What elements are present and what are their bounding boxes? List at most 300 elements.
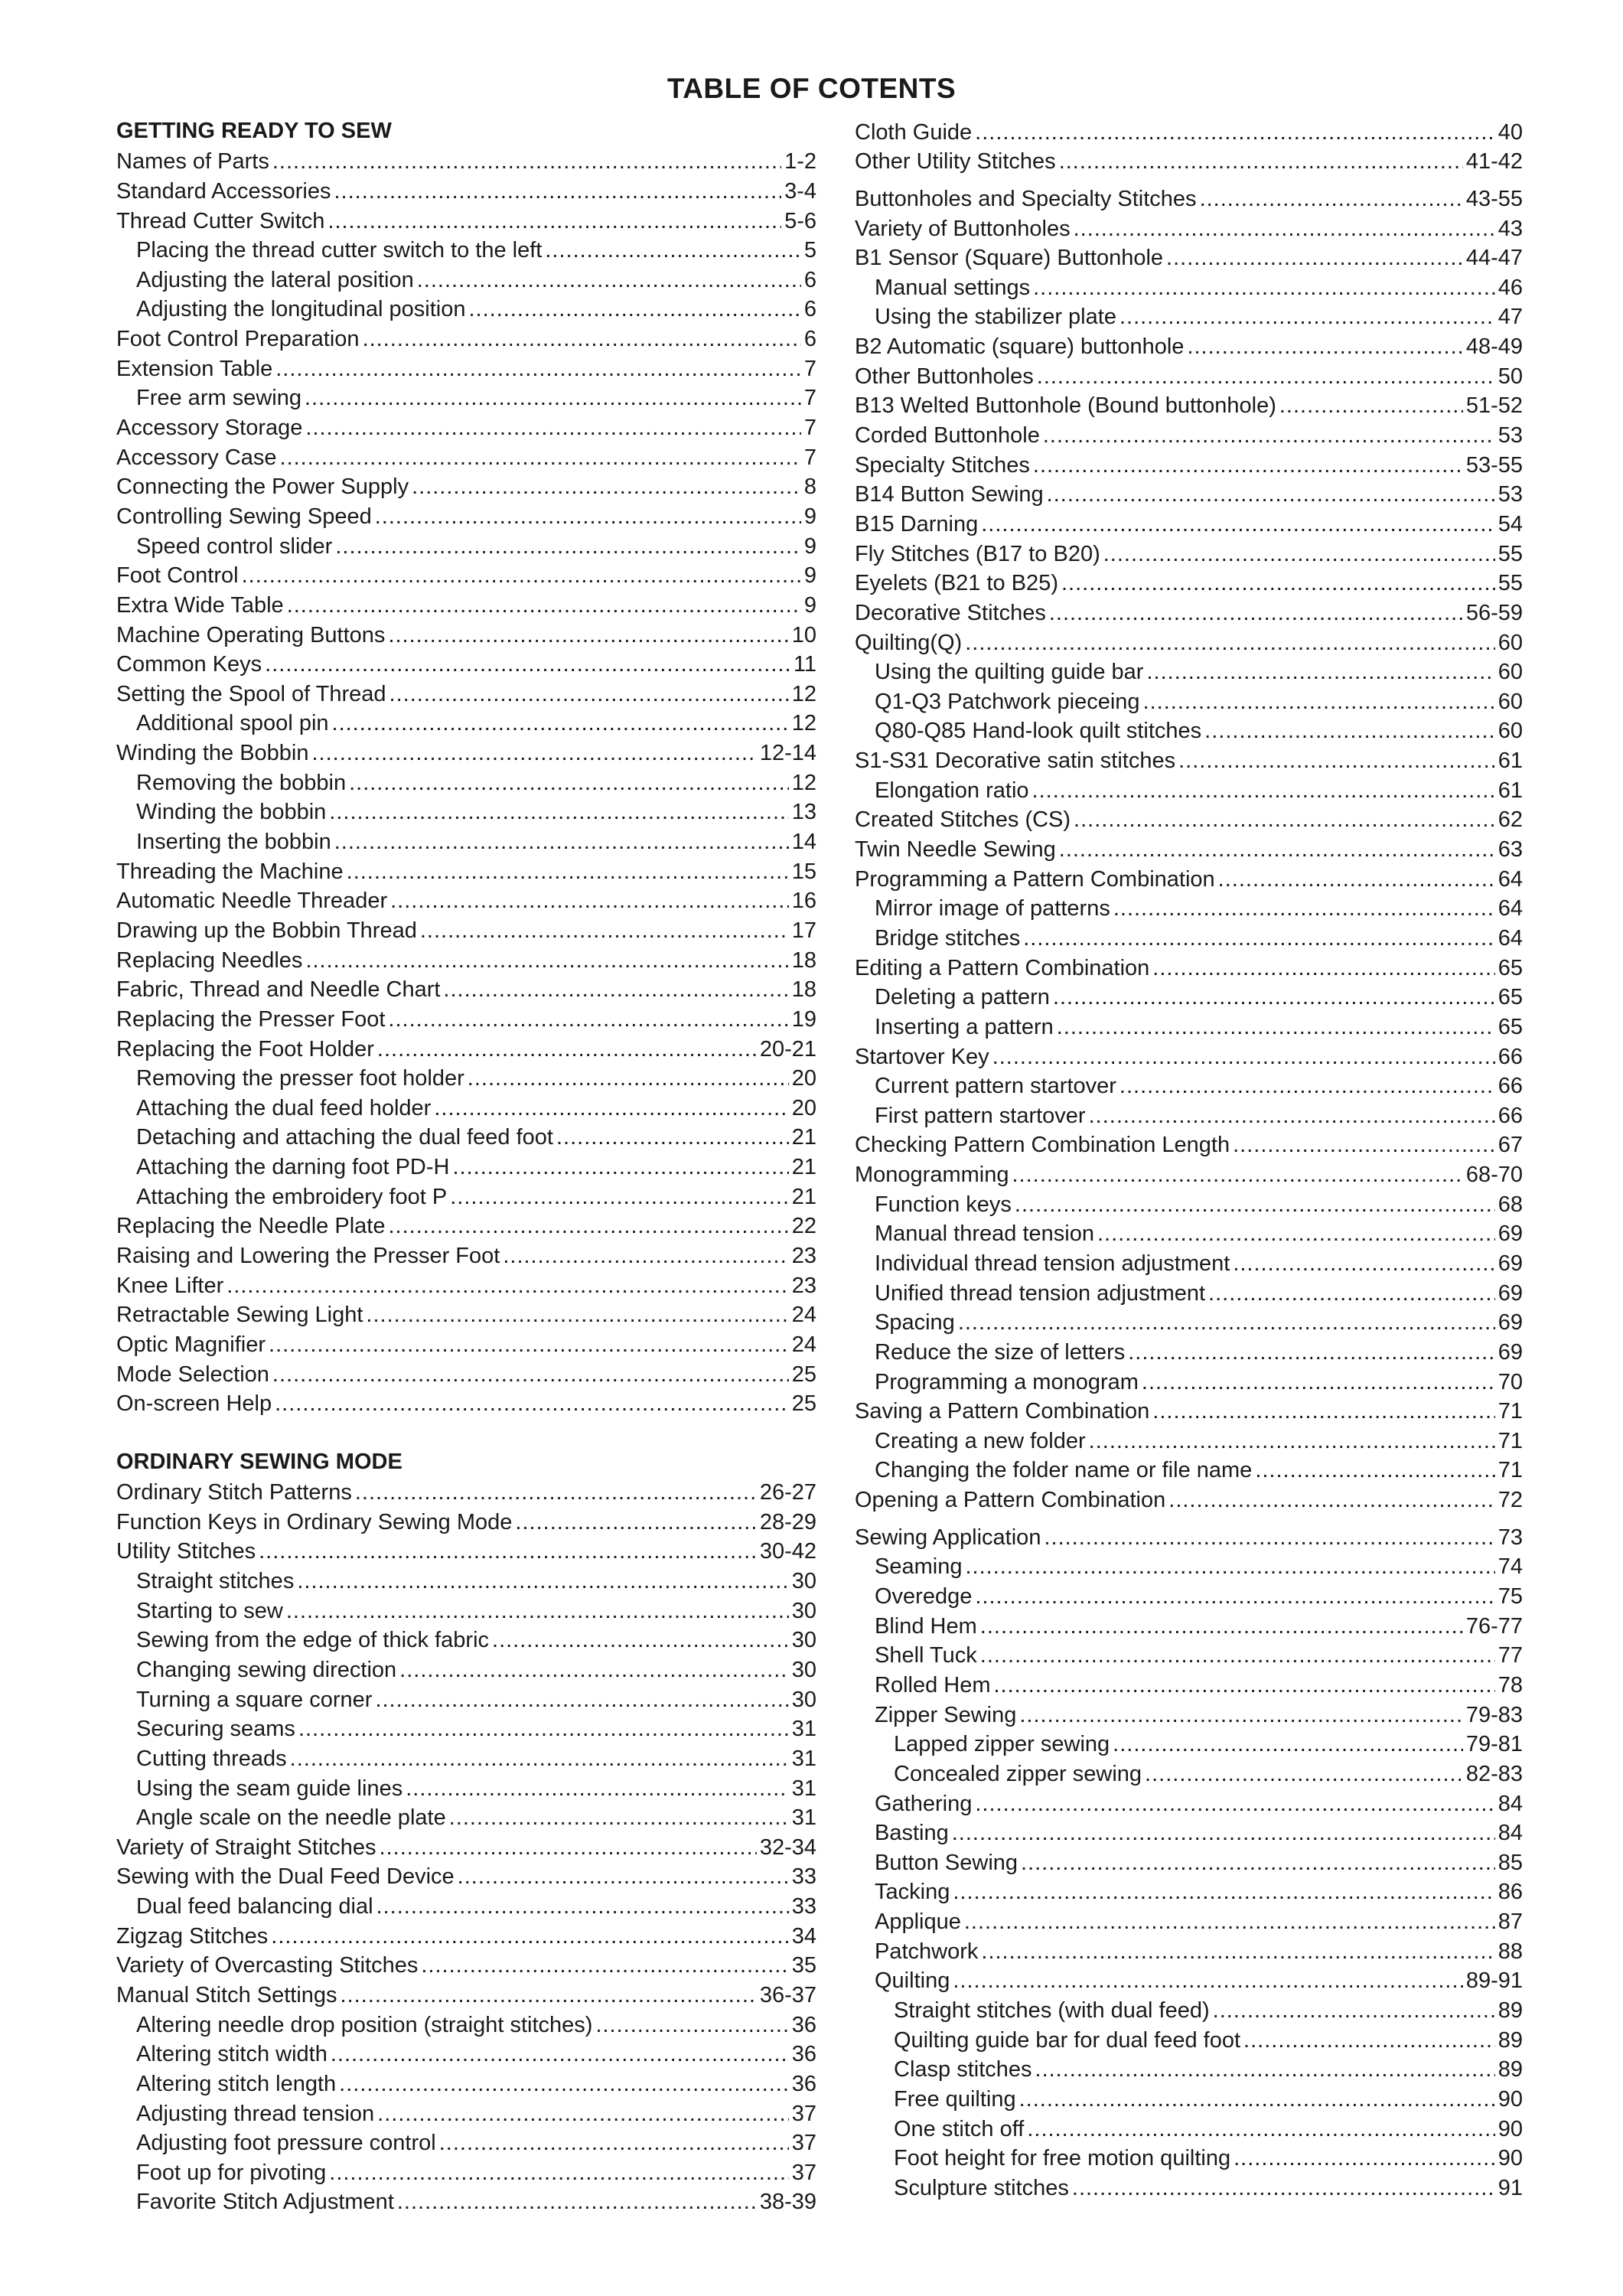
toc-entry[interactable]	[855, 2143, 1523, 2173]
toc-entry[interactable]	[855, 1130, 1523, 1159]
toc-entry[interactable]	[116, 885, 816, 915]
toc-entry[interactable]	[855, 272, 1523, 302]
toc-entry-page: 9	[803, 592, 816, 618]
toc-entry[interactable]	[116, 442, 816, 471]
toc-entry-title: Drawing up the Bobbin Thread	[116, 918, 417, 943]
toc-entry-title: Button Sewing	[875, 1850, 1018, 1875]
toc-column-right	[855, 116, 1523, 2202]
toc-entry[interactable]	[116, 383, 816, 413]
toc-entry-title: Specialty Stitches	[855, 452, 1030, 478]
toc-entry-page: 64	[1498, 925, 1523, 951]
toc-entry-page: 22	[791, 1214, 816, 1239]
dot-leader	[1059, 148, 1463, 175]
toc-entry[interactable]	[855, 1071, 1523, 1101]
toc-entry[interactable]	[116, 1151, 816, 1181]
toc-entry[interactable]	[116, 1092, 816, 1122]
toc-entry-title: Sewing Application	[855, 1525, 1041, 1550]
toc-entry-page: 12-14	[759, 741, 816, 766]
toc-entry[interactable]	[855, 1455, 1523, 1485]
toc-entry[interactable]	[116, 1240, 816, 1270]
toc-entry-title: Connecting the Power Supply	[116, 475, 409, 500]
toc-entry-title: Threading the Machine	[116, 859, 344, 884]
toc-entry[interactable]	[855, 2054, 1523, 2084]
toc-entry[interactable]	[855, 1277, 1523, 1307]
toc-entry[interactable]	[116, 826, 816, 856]
dot-leader	[305, 384, 801, 412]
toc-entry-title: Adjusting foot pressure control	[136, 2131, 436, 2156]
toc-entry[interactable]	[116, 678, 816, 708]
toc-entry[interactable]	[855, 1366, 1523, 1396]
toc-entry-page: 44-47	[1465, 246, 1523, 271]
toc-entry[interactable]	[116, 915, 816, 944]
toc-entry[interactable]	[116, 974, 816, 1004]
toc-entry[interactable]	[855, 1994, 1523, 2024]
toc-entry[interactable]	[116, 1270, 816, 1300]
toc-entry-page: 13	[791, 800, 816, 825]
toc-entry[interactable]	[855, 1425, 1523, 1455]
toc-entry[interactable]	[855, 360, 1523, 390]
toc-entry[interactable]	[855, 213, 1523, 243]
toc-entry-title: Deleting a pattern	[875, 985, 1050, 1010]
toc-entry[interactable]	[855, 833, 1523, 863]
toc-entry-title: Favorite Stitch Adjustment	[136, 2190, 394, 2215]
toc-entry[interactable]	[855, 568, 1523, 598]
toc-entry-page: 24	[791, 1303, 816, 1328]
toc-entry-page: 12	[791, 770, 816, 795]
toc-entry-page: 65	[1498, 955, 1523, 980]
toc-entry[interactable]	[116, 944, 816, 974]
toc-entry-page: 32-34	[759, 1835, 816, 1860]
toc-entry[interactable]	[116, 560, 816, 590]
dot-leader	[227, 1272, 788, 1300]
toc-entry-page: 90	[1498, 2146, 1523, 2171]
dot-leader	[1043, 422, 1495, 449]
toc-entry-title: Retractable Sewing Light	[116, 1303, 363, 1328]
dot-leader	[492, 1626, 789, 1654]
toc-entry[interactable]	[116, 501, 816, 530]
toc-entry[interactable]	[116, 856, 816, 885]
toc-entry-title: Variety of Overcasting Stitches	[116, 1953, 419, 1978]
toc-entry[interactable]	[855, 538, 1523, 568]
toc-entry-title: B13 Welted Buttonhole (Bound buttonhole)	[855, 393, 1276, 419]
toc-entry-page: 86	[1498, 1880, 1523, 1905]
toc-entry[interactable]	[116, 1506, 816, 1536]
dot-leader	[341, 1981, 757, 2009]
toc-entry[interactable]	[855, 1100, 1523, 1130]
dot-leader	[975, 1583, 1494, 1610]
toc-entry[interactable]	[855, 1640, 1523, 1670]
toc-entry-title: Adjusting thread tension	[136, 2101, 375, 2126]
dot-leader	[458, 1863, 789, 1890]
toc-entry-title: Creating a new folder	[875, 1428, 1086, 1453]
toc-entry[interactable]	[116, 708, 816, 738]
toc-entry[interactable]	[855, 1336, 1523, 1366]
toc-entry[interactable]	[855, 863, 1523, 893]
toc-entry[interactable]	[116, 2068, 816, 2098]
dot-leader	[1119, 303, 1495, 331]
dot-leader	[363, 325, 801, 353]
toc-entry-title: Foot height for free motion quilting	[894, 2146, 1231, 2171]
toc-entry-title: Attaching the dual feed holder	[136, 1095, 432, 1120]
toc-entry[interactable]	[855, 1396, 1523, 1426]
toc-entry[interactable]	[855, 597, 1523, 627]
toc-entry-page: 62	[1498, 807, 1523, 833]
toc-entry[interactable]	[855, 627, 1523, 657]
toc-entry[interactable]	[855, 331, 1523, 360]
dot-leader	[331, 2040, 789, 2068]
dot-leader	[515, 1508, 756, 1536]
toc-entry[interactable]	[855, 1307, 1523, 1337]
dot-leader	[328, 207, 781, 235]
toc-entry-page: 31	[791, 1717, 816, 1742]
dot-leader	[1103, 540, 1495, 568]
toc-entry[interactable]	[116, 1565, 816, 1595]
dot-leader	[329, 798, 788, 826]
toc-entry[interactable]	[855, 1699, 1523, 1729]
toc-entry-title: Straight stitches	[136, 1569, 295, 1594]
toc-entry-title: B2 Automatic (square) buttonhole	[855, 334, 1185, 360]
toc-entry[interactable]	[116, 471, 816, 501]
toc-entry[interactable]	[855, 1669, 1523, 1699]
toc-entry-title: Standard Accessories	[116, 178, 331, 204]
toc-entry-title: Winding the bobbin	[136, 800, 327, 825]
toc-entry-title: Quilting	[875, 1968, 950, 1994]
toc-entry-page: 77	[1498, 1643, 1523, 1668]
dot-leader	[1218, 866, 1495, 893]
toc-entry-title: Other Utility Stitches	[855, 149, 1056, 174]
toc-entry[interactable]	[855, 922, 1523, 952]
toc-entry[interactable]	[855, 745, 1523, 775]
dot-leader	[347, 858, 789, 885]
toc-entry[interactable]	[116, 1950, 816, 1980]
toc-entry[interactable]	[116, 264, 816, 294]
toc-entry-page: 35	[791, 1953, 816, 1978]
toc-entry[interactable]	[116, 1654, 816, 1684]
toc-entry-title: Quilting guide bar for dual feed foot	[894, 2027, 1241, 2053]
toc-entry[interactable]	[116, 1003, 816, 1033]
toc-entry[interactable]	[855, 1936, 1523, 1965]
toc-entry-title: Rolled Hem	[875, 1672, 991, 1698]
toc-entry[interactable]	[116, 589, 816, 619]
dot-leader	[329, 2159, 788, 2187]
toc-entry-page: 71	[1498, 1458, 1523, 1483]
toc-entry-page: 89	[1498, 1998, 1523, 2023]
dot-leader	[1213, 1997, 1495, 2024]
toc-entry-page: 90	[1498, 2086, 1523, 2112]
toc-entry-title: Buttonholes and Specialty Stitches	[855, 186, 1197, 211]
toc-entry[interactable]	[855, 1847, 1523, 1877]
dot-leader	[1143, 688, 1495, 716]
toc-entry[interactable]	[116, 1625, 816, 1655]
toc-entry[interactable]	[116, 1831, 816, 1861]
toc-entry-page: 61	[1498, 778, 1523, 803]
dot-leader	[556, 1124, 789, 1151]
dot-leader	[545, 236, 801, 264]
toc-entry[interactable]	[116, 235, 816, 265]
toc-entry[interactable]	[855, 2113, 1523, 2143]
toc-entry-title: Accessory Case	[116, 445, 277, 470]
toc-entry[interactable]	[116, 1684, 816, 1714]
toc-entry-page: 37	[791, 2160, 816, 2185]
toc-entry[interactable]	[855, 775, 1523, 804]
toc-entry[interactable]	[855, 2083, 1523, 2113]
toc-entry-title: B1 Sensor (Square) Buttonhole	[855, 246, 1164, 271]
toc-entry[interactable]	[116, 2009, 816, 2039]
toc-entry-page: 63	[1498, 837, 1523, 863]
toc-entry[interactable]	[855, 804, 1523, 834]
toc-entry-title: Current pattern startover	[875, 1074, 1116, 1099]
toc-entry[interactable]	[116, 1920, 816, 1950]
dot-leader	[595, 2011, 788, 2039]
toc-entry-title: Zipper Sewing	[875, 1702, 1017, 1727]
dot-leader	[1053, 983, 1495, 1011]
dot-leader	[1044, 1524, 1494, 1551]
dot-leader	[1074, 806, 1495, 833]
toc-entry[interactable]	[116, 619, 816, 649]
toc-entry-page: 19	[791, 1006, 816, 1032]
toc-entry[interactable]	[855, 508, 1523, 538]
toc-entry-title: Fabric, Thread and Needle Chart	[116, 977, 441, 1003]
toc-entry[interactable]	[116, 323, 816, 353]
toc-entry[interactable]	[116, 1122, 816, 1152]
toc-entry-title: Concealed zipper sewing	[894, 1761, 1142, 1786]
toc-entry[interactable]	[116, 1595, 816, 1625]
toc-entry[interactable]	[855, 982, 1523, 1012]
toc-entry[interactable]	[116, 1211, 816, 1241]
toc-entry-page: 31	[791, 1746, 816, 1771]
toc-entry[interactable]	[855, 1551, 1523, 1581]
toc-entry[interactable]	[116, 737, 816, 767]
toc-entry-title: Monogramming	[855, 1163, 1009, 1188]
toc-entry-page: 1-2	[784, 149, 816, 174]
toc-entry[interactable]	[855, 146, 1523, 176]
toc-entry[interactable]	[855, 1041, 1523, 1071]
toc-entry[interactable]	[116, 1773, 816, 1802]
toc-entry[interactable]	[116, 1063, 816, 1093]
toc-entry[interactable]	[116, 530, 816, 560]
toc-entry-title: Attaching the darning foot PD-H	[136, 1155, 450, 1180]
toc-entry-title: Additional spool pin	[136, 711, 329, 736]
toc-entry[interactable]	[116, 2187, 816, 2216]
toc-entry[interactable]	[116, 2128, 816, 2157]
toc-entry-page: 53-55	[1465, 452, 1523, 478]
toc-entry[interactable]	[116, 294, 816, 324]
toc-entry[interactable]	[855, 686, 1523, 716]
toc-entry-page: 54	[1498, 511, 1523, 536]
toc-entry[interactable]	[855, 952, 1523, 982]
toc-entry[interactable]	[855, 657, 1523, 687]
toc-entry[interactable]	[116, 1358, 816, 1388]
toc-entry[interactable]	[116, 1743, 816, 1773]
dot-leader	[1061, 569, 1495, 597]
page-title: TABLE OF COTENTS	[666, 73, 957, 104]
dot-leader	[1200, 185, 1463, 213]
toc-entry[interactable]	[855, 1189, 1523, 1218]
toc-entry[interactable]	[855, 449, 1523, 479]
toc-entry-page: 30	[791, 1657, 816, 1682]
toc-entry[interactable]	[116, 146, 816, 176]
toc-entry-title: Attaching the embroidery foot P	[136, 1184, 448, 1209]
dot-leader	[1074, 215, 1495, 243]
toc-entry-title: Variety of Straight Stitches	[116, 1835, 376, 1860]
toc-entry[interactable]	[855, 390, 1523, 420]
toc-entry-title: B14 Button Sewing	[855, 482, 1044, 507]
dot-leader	[468, 295, 800, 323]
toc-entry[interactable]	[116, 1388, 816, 1418]
toc-entry[interactable]	[855, 1877, 1523, 1906]
toc-entry-title: Manual settings	[875, 275, 1031, 300]
toc-entry[interactable]	[855, 1247, 1523, 1277]
toc-entry-page: 20	[791, 1095, 816, 1120]
toc-entry[interactable]	[116, 1181, 816, 1211]
toc-entry[interactable]	[855, 1818, 1523, 1848]
dot-leader	[1113, 1730, 1463, 1758]
dot-leader	[388, 1006, 788, 1033]
toc-entry[interactable]	[855, 716, 1523, 745]
dot-leader	[421, 1952, 788, 1979]
toc-entry[interactable]	[855, 2024, 1523, 2054]
toc-entry[interactable]	[116, 2157, 816, 2187]
dot-leader	[1168, 1486, 1494, 1514]
dot-leader	[272, 148, 781, 175]
toc-entry-title: Shell Tuck	[875, 1643, 977, 1668]
toc-entry-page: 73	[1498, 1525, 1523, 1550]
toc-entry[interactable]	[116, 1033, 816, 1063]
dot-leader	[1015, 1191, 1495, 1218]
dot-leader	[420, 917, 789, 944]
toc-entry[interactable]	[116, 767, 816, 797]
toc-entry[interactable]	[116, 649, 816, 679]
toc-entry[interactable]	[116, 1979, 816, 2009]
toc-entry[interactable]	[855, 1218, 1523, 1248]
dot-leader	[443, 976, 788, 1003]
toc-entry[interactable]	[855, 2172, 1523, 2202]
dot-leader	[981, 510, 1495, 538]
toc-entry-page: 11	[793, 652, 816, 677]
toc-entry-page: 55	[1498, 541, 1523, 566]
toc-entry-page: 6	[803, 327, 816, 352]
toc-entry-title: Thread Cutter Switch	[116, 208, 325, 233]
toc-entry-page: 5	[803, 238, 816, 263]
toc-entry-page: 64	[1498, 866, 1523, 892]
toc-entry-page: 89	[1498, 2057, 1523, 2082]
toc-entry[interactable]	[116, 1536, 816, 1566]
toc-entry[interactable]	[116, 1714, 816, 1743]
dot-leader	[390, 887, 789, 915]
dot-leader	[1152, 954, 1494, 982]
toc-entry[interactable]	[855, 302, 1523, 331]
toc-entry[interactable]	[855, 1965, 1523, 1995]
toc-entry[interactable]	[116, 175, 816, 205]
toc-entry[interactable]	[116, 1300, 816, 1329]
dot-leader	[271, 1923, 788, 1950]
toc-entry[interactable]	[116, 2039, 816, 2069]
toc-entry-title: Bridge stitches	[875, 925, 1021, 951]
toc-entry-page: 74	[1498, 1554, 1523, 1580]
toc-entry-page: 89	[1498, 2027, 1523, 2053]
toc-entry-title: Starting to sew	[136, 1598, 283, 1623]
dot-leader	[269, 1331, 789, 1358]
toc-entry[interactable]	[855, 1484, 1523, 1514]
toc-entry[interactable]	[116, 205, 816, 235]
toc-entry[interactable]	[855, 893, 1523, 923]
toc-entry-page: 85	[1498, 1850, 1523, 1875]
toc-entry-title: Created Stitches (CS)	[855, 807, 1071, 833]
toc-entry[interactable]	[855, 1011, 1523, 1041]
toc-entry-page: 84	[1498, 1791, 1523, 1816]
toc-entry-page: 37	[791, 2131, 816, 2156]
toc-entry-title: Replacing the Presser Foot	[116, 1006, 386, 1032]
toc-entry[interactable]	[855, 1758, 1523, 1788]
dot-leader	[981, 1938, 1494, 1965]
toc-entry[interactable]	[116, 1861, 816, 1891]
toc-entry-title: Individual thread tension adjustment	[875, 1251, 1230, 1276]
toc-entry[interactable]	[855, 1906, 1523, 1936]
toc-entry-title: Seaming	[875, 1554, 963, 1580]
toc-entry[interactable]	[855, 116, 1523, 146]
dot-leader	[1059, 836, 1495, 863]
dot-leader	[1146, 658, 1494, 686]
toc-entry[interactable]	[855, 419, 1523, 449]
toc-entry-title: Foot up for pivoting	[136, 2160, 327, 2185]
toc-entry[interactable]	[855, 1610, 1523, 1640]
toc-entry-page: 89-91	[1465, 1968, 1523, 1994]
toc-entry[interactable]	[116, 1329, 816, 1358]
toc-entry[interactable]	[855, 243, 1523, 272]
toc-entry-title: Eyelets (B21 to B25)	[855, 571, 1058, 596]
toc-entry-title: Corded Buttonhole	[855, 423, 1040, 448]
toc-entry-page: 65	[1498, 985, 1523, 1010]
toc-entry-page: 67	[1498, 1133, 1523, 1158]
toc-entry-page: 69	[1498, 1251, 1523, 1276]
dot-leader	[406, 1775, 789, 1802]
dot-leader	[1033, 274, 1495, 302]
toc-entry-page: 53	[1498, 423, 1523, 448]
dot-leader	[399, 1656, 789, 1684]
toc-entry[interactable]	[116, 412, 816, 442]
toc-entry[interactable]	[855, 1729, 1523, 1759]
toc-entry[interactable]	[855, 1788, 1523, 1818]
toc-entry-page: 70	[1498, 1369, 1523, 1394]
toc-entry[interactable]	[116, 353, 816, 383]
toc-entry-title: Sewing from the edge of thick fabric	[136, 1628, 490, 1653]
toc-entry-title: Placing the thread cutter switch to the left	[136, 238, 543, 263]
toc-entry[interactable]	[855, 479, 1523, 509]
toc-entry-page: 7	[803, 416, 816, 441]
toc-entry-title: Accessory Storage	[116, 416, 303, 441]
toc-entry[interactable]	[855, 1159, 1523, 1189]
toc-entry[interactable]	[116, 1890, 816, 1920]
toc-entry[interactable]	[855, 183, 1523, 213]
toc-entry-title: Altering needle drop position (straight stitches)	[136, 2012, 593, 2037]
toc-entry[interactable]	[855, 1521, 1523, 1551]
dot-leader	[1243, 2027, 1495, 2054]
toc-entry[interactable]	[116, 1802, 816, 1832]
toc-entry-title: Q1-Q3 Patchwork pieceing	[875, 689, 1140, 714]
toc-entry-title: Lapped zipper sewing	[894, 1732, 1110, 1757]
toc-entry-page: 56-59	[1465, 600, 1523, 625]
toc-entry-title: Detaching and attaching the dual feed foot	[136, 1125, 553, 1150]
toc-entry[interactable]	[116, 1476, 816, 1506]
dot-leader	[1012, 1161, 1462, 1189]
toc-entry[interactable]	[855, 1580, 1523, 1610]
toc-entry-page: 71	[1498, 1399, 1523, 1424]
toc-entry[interactable]	[116, 797, 816, 827]
dot-leader	[265, 651, 790, 678]
dot-leader	[1089, 1427, 1495, 1455]
toc-entry[interactable]	[116, 2098, 816, 2128]
toc-entry-page: 66	[1498, 1074, 1523, 1099]
